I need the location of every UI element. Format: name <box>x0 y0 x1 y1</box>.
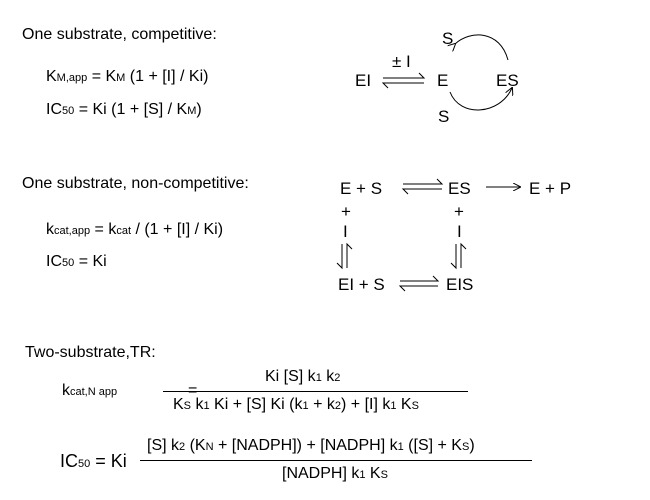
equilibrium-arrow-es-top <box>403 179 442 194</box>
scheme-eis: EIS <box>446 275 474 294</box>
ic50-rhs: = Ki (1 + [S] / K <box>74 101 188 118</box>
ic50-symbol-2: IC <box>46 253 62 270</box>
scheme-plus-right: + <box>454 202 464 221</box>
ic50-3-symbol: IC <box>60 451 78 471</box>
ic50-symbol: IC <box>46 101 62 118</box>
num-part: Ki [S] k <box>265 368 316 385</box>
den-part: ) + [I] k <box>341 396 391 413</box>
ic50-subscript-2: 50 <box>62 257 75 269</box>
den-part: K <box>173 396 184 413</box>
den-part: k <box>191 396 204 413</box>
num-sub: N <box>205 441 214 453</box>
den-part: [NADPH] k <box>282 465 360 482</box>
ic50-close: ) <box>196 101 202 118</box>
den-sub: S <box>411 400 419 412</box>
kcat-rhs: = k <box>90 221 117 238</box>
equilibrium-arrow-ei-e <box>383 73 424 88</box>
km-rhs: = K <box>87 68 117 85</box>
scheme-es-2: ES <box>448 179 471 198</box>
ic50-3-equals-ki: = Ki <box>90 451 127 471</box>
scheme-plus-minus-i: ± I <box>392 52 411 71</box>
den-sub: 1 <box>302 400 309 412</box>
num-part: ) <box>469 437 475 454</box>
num-part: + [NADPH]) + [NADPH] k <box>213 437 398 454</box>
den-sub: 2 <box>334 400 341 412</box>
num-part: ([S] + K <box>403 437 462 454</box>
curve-arrow-es-to-e <box>455 35 508 60</box>
den-sub: S <box>380 469 388 481</box>
equilibrium-arrow-right-vertical <box>451 244 466 268</box>
num-sub: 1 <box>397 441 404 453</box>
num-part: k <box>321 368 335 385</box>
num-part: (K <box>185 437 206 454</box>
scheme-ei-plus-s: EI + S <box>338 275 385 294</box>
den-part: + k <box>308 396 335 413</box>
scheme-s-bottom: S <box>438 107 450 126</box>
num-part: [S] k <box>147 437 180 454</box>
den-sub: 1 <box>359 469 366 481</box>
den-sub: S <box>183 400 192 412</box>
kcat-symbol: k <box>46 221 54 238</box>
num-sub: 1 <box>315 372 322 384</box>
den-sub: 1 <box>203 400 210 412</box>
kcatn-symbol: k <box>62 382 70 399</box>
scheme-i-left: I <box>343 222 348 241</box>
equilibrium-arrow-bottom <box>400 276 438 291</box>
km-rhs-rest: (1 + [I] / Ki) <box>125 68 209 85</box>
km-rhs-subscript: M <box>116 72 126 84</box>
den-part: Ki + [S] Ki (k <box>209 396 303 413</box>
scheme-s-top: S <box>442 29 454 48</box>
kcat-rhs-rest: / (1 + [I] / Ki) <box>131 221 224 238</box>
kcat-app-subscript: cat,app <box>54 225 91 237</box>
scheme-i-right: I <box>457 222 462 241</box>
two-substrate-title: Two-substrate,TR: <box>25 344 156 361</box>
ic50-km-subscript: M <box>187 105 197 117</box>
km-app-subscript: M,app <box>56 72 88 84</box>
scheme-plus-left: + <box>341 202 351 221</box>
kcat-subscript: cat <box>116 225 132 237</box>
curve-arrow-e-to-es <box>450 88 512 110</box>
km-symbol: K <box>46 68 57 85</box>
ic50-rhs-2: = Ki <box>74 253 107 270</box>
den-part: K <box>396 396 412 413</box>
equilibrium-arrow-left-vertical <box>337 244 352 268</box>
ic50-subscript: 50 <box>62 105 75 117</box>
num-sub: S <box>461 441 470 453</box>
ic50-3-subscript: 50 <box>78 458 91 470</box>
scheme-e: E <box>437 71 449 90</box>
num-sub: 2 <box>334 372 341 384</box>
den-part: K <box>365 465 381 482</box>
kcatn-subscript: cat,N app <box>70 386 118 398</box>
den-sub: 1 <box>390 400 397 412</box>
competitive-title: One substrate, competitive: <box>22 26 217 43</box>
scheme-e-plus-p: E + P <box>529 179 572 198</box>
scheme-e-plus-s: E + S <box>340 179 383 198</box>
scheme-ei: EI <box>355 71 372 90</box>
scheme-es: ES <box>496 71 519 90</box>
noncompetitive-title: One substrate, non-competitive: <box>22 175 249 192</box>
num-sub: 2 <box>179 441 186 453</box>
